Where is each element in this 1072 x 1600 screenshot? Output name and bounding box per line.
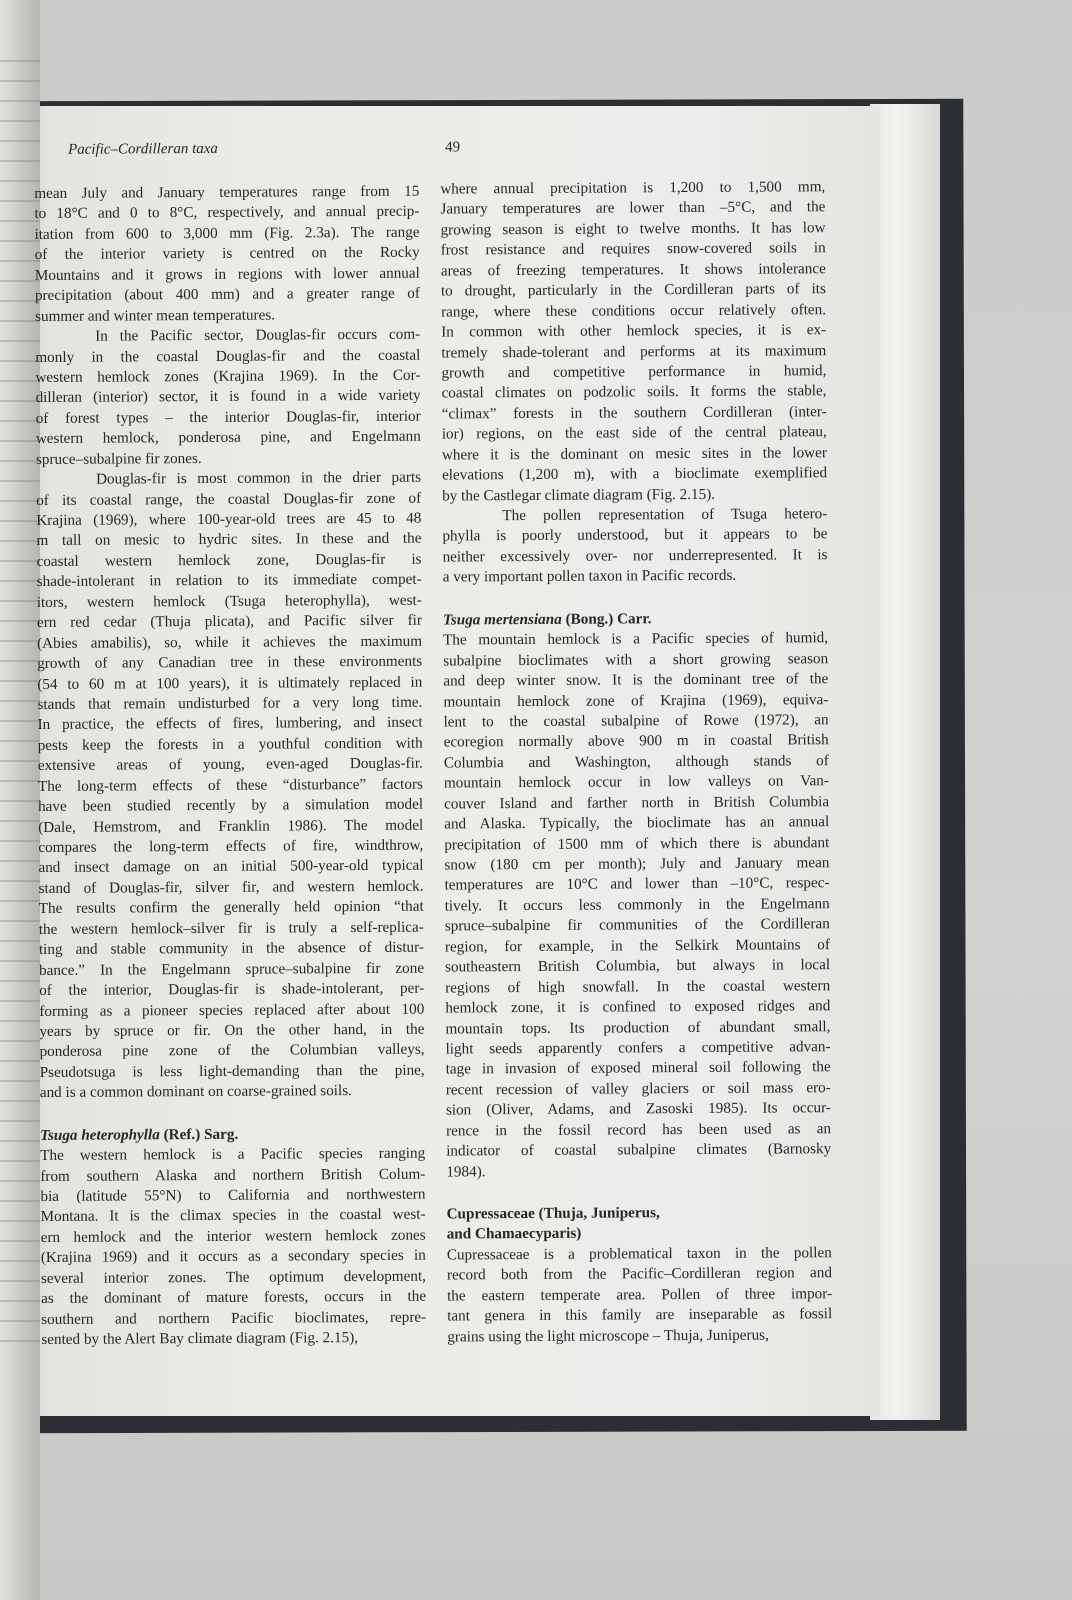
text-line: to 18°C and 0 to 8°C, respectively, and annual precip- [34,203,420,223]
text-line: shade-intolerant in relation to its immediate compet- [36,570,422,591]
text-line: precipitation of 1500 mm of which there is abundant [444,833,830,854]
text-line: years by spruce or fir. On the other hand, in the [39,1020,425,1040]
text-line: Douglas-fir is most common in the drier parts [96,468,422,488]
page-number: 49 [444,139,461,156]
text-line: growth and competitive performance in humid, [441,362,827,382]
text-line: tant genera in this family are inseparable as fossil [447,1305,833,1325]
text-line: mountain hemlock zone of Krajina (1969), equiva- [443,690,829,711]
text-line: coastal western hemlock zone, Douglas-fir is [36,550,422,570]
text-line: several interior zones. The optimum development, [40,1267,426,1287]
heading-line: and Chamaecyparis) [446,1225,582,1243]
text-line: of forest types – the interior Douglas-fir, interior [35,407,421,427]
text-line: temperatures are 10°C and lower than –10°C, respec- [444,874,830,894]
text-line: growth of any Canadian tree in these environments [37,652,423,673]
text-line: stand of Douglas-fir, silver fir, and western hemlock. [38,877,424,897]
text-line: to drought, particularly in the Cordilleran parts of its [440,280,826,300]
heading-species-name: Tsuga heterophylla [40,1125,160,1144]
text-line: record both from the Pacific–Cordilleran region and [446,1264,832,1284]
text-line: itation from 600 to 3,000 mm (Fig. 2.3a). The range [34,223,420,243]
text-line: monly in the coastal Douglas-fir and the coastal [35,346,421,366]
text-line: dilleran (interior) sector, it is found in a wide variety [35,387,421,407]
text-line: phylla is poorly understood, but it appears to be [442,525,828,545]
text-line: where it is the dominant on mesic sites in the lower [441,443,827,464]
text-line: mountain hemlock occur in low valleys on Van- [443,772,829,792]
text-line: (54 to 60 m at 100 years), it is ultimately replaced in [37,673,423,693]
text-line: precipitation (about 400 mm) and a greater range of [34,284,420,305]
text-line: and deep winter snow. It is the dominant tree of the [443,670,829,690]
text-line: have been studied recently by a simulation model [38,795,424,816]
text-line: light seeds apparently confers a competitive advan- [445,1038,831,1058]
text-line: ecoregion normally above 900 m in coastal British [443,731,829,751]
text-line: areas of freezing temperatures. It shows intolerance [440,259,826,280]
text-line: and Alaska. Typically, the bioclimate has an annual [444,813,830,833]
paragraph-mountain-hemlock [443,628,831,1182]
text-line: western hemlock, ponderosa pine, and Engelmann [35,427,421,448]
text-line: stands that remain undisturbed for a very long time. [37,693,423,713]
heading-authority: (Ref.) Sarg. [163,1125,239,1143]
text-line: extensive areas of young, even-aged Douglas-fir. [37,754,423,775]
text-line: Mountains and it grows in regions with lower annual [34,264,420,284]
left-column [34,182,426,1351]
heading-species-name: Tsuga mertensiana [442,610,562,629]
heading-authority: (Bong.) Carr. [565,609,652,628]
text-line: frost resistance and requires snow-covered soils in [440,239,826,259]
text-line: The results confirm the generally held opinion “that [38,897,424,918]
text-line: Cupressaceae is a problematical taxon in the pollen [446,1244,832,1264]
text-line: regions of high snowfall. In the coastal western [445,976,831,997]
text-line: range, where these conditions occur relatively often. [440,300,827,321]
text-line: grains using the light microscope – Thuja, Juniperus, [447,1326,769,1346]
heading-line: Cupressaceae (Thuja, Juniperus, [446,1204,660,1223]
text-line: spruce–subalpine fir zones. [35,449,202,468]
text-line: rence in the fossil record has been used as an [445,1119,832,1140]
text-line: recent recession of valley glaciers or soil mass ero- [445,1078,831,1099]
heading-tsuga-heterophylla [40,1123,425,1146]
text-line: of the interior variety is centred on the Rocky [34,243,420,264]
text-line: snow (180 cm per month); July and January mean [444,854,830,874]
text-line: a very important pollen taxon in Pacific records. [442,567,737,586]
text-line: couver Island and farther north in British Columbia [443,792,830,813]
text-line: mountain tops. Its production of abundant small, [445,1017,831,1038]
text-line: (Abies amabilis), so, while it achieves the maximum [37,632,423,652]
text-line: neither excessively over- nor underrepresented. It is [442,546,828,566]
text-line: In the Pacific sector, Douglas-fir occurs com- [95,325,421,345]
text-line: Montana. It is the climax species in the coastal west- [40,1206,426,1226]
text-line: bance.” In the Engelmann spruce–subalpine fir zone [39,959,425,979]
text-line: itors, western hemlock (Tsuga heterophylla), west- [36,591,422,611]
text-line: (Krajina 1969) and it occurs as a secondary species in [40,1246,426,1267]
text-line: summer and winter mean temperatures. [35,306,276,325]
text-line: compares the long-term effects of fire, windthrow, [38,836,424,856]
text-line: In practice, the effects of fires, lumbering, and insect [37,714,423,734]
text-line: western hemlock zones (Krajina 1969). In the Cor- [35,366,421,386]
text-line: The pollen representation of Tsuga hetero- [502,505,828,525]
text-line: ern red cedar (Thuja plicata), and Pacific silver fir [36,611,422,632]
text-line: by the Castlegar climate diagram (Fig. 2.15). [442,485,716,505]
text-line: hemlock zone, it is confined to exposed ridges and [445,997,831,1017]
text-line: 1984). [446,1162,486,1181]
text-line: southern and northern Pacific bioclimates, repre- [41,1308,427,1328]
text-line: and insect damage on an initial 500-year-old typical [38,857,424,877]
text-line: elevations (1,200 m), with a bioclimate exemplified [441,464,828,484]
text-line: ponderosa pine zone of the Columbian valleys, [39,1041,425,1061]
text-line: spruce–subalpine fir communities of the Cordilleran [444,915,830,935]
paragraph-cupressaceae [447,1243,833,1348]
text-line: The western hemlock is a Pacific species ranging [40,1144,426,1165]
text-line: where annual precipitation is 1,200 to 1,500 mm, [440,178,826,198]
text-line: tively. It occurs less commonly in the Engelmann [444,895,830,915]
text-line: the western hemlock–silver fir is truly a self-replica- [38,918,424,938]
text-line: The mountain hemlock is a Pacific species of humid, [442,629,829,649]
text-line: mean July and January temperatures range from 15 [34,182,420,202]
text-line: tage in invasion of exposed mineral soil following the [445,1058,831,1078]
text-line: of the interior, Douglas-fir is shade-intolerant, per- [39,979,425,1000]
paragraph-western-hemlock [40,1144,426,1351]
text-line: The long-term effects of these “disturbance” factors [37,775,423,795]
text-line: tremely shade-tolerant and performs at its maximum [441,341,827,362]
text-line: pests keep the forests in a youthful condition with [37,734,423,754]
text-line: sion (Oliver, Adams, and Zasoski 1985). Its occur- [445,1099,831,1119]
text-line: of its coastal range, the coastal Douglas-fir zone of [36,489,422,509]
text-line: ior) regions, on the east side of the central plateau, [441,423,827,443]
text-line: ern hemlock and the interior western hemlock zones [40,1226,426,1246]
heading-tsuga-mertensiana [443,608,828,631]
text-line: (Dale, Hemstrom, and Franklin 1986). The model [38,816,424,836]
text-line: bia (latitude 55°N) to California and northwestern [40,1185,426,1205]
text-line: Pseudotsuga is less light-demanding than the pine, [39,1061,425,1081]
text-line: growing season is eight to twelve months. It has low [440,219,826,239]
text-line: “climax” forests in the southern Cordilleran (inter- [441,402,827,423]
paragraph-hemlock-continued [440,177,827,588]
heading-cupressaceae [446,1202,831,1245]
text-line: lent to the coastal subalpine of Rowe (1972), an [443,711,829,731]
text-line: In common with other hemlock species, it is ex- [441,321,827,341]
text-line: and is a common dominant on coarse-grained soils. [39,1082,352,1102]
text-line: region, for example, in the Selkirk Mountains of [444,935,830,956]
text-line: forming as a pioneer species replaced after about 100 [39,1000,425,1020]
text-line: Columbia and Washington, although stands of [443,751,829,772]
text-line: subalpine bioclimates with a short growing season [443,649,829,670]
running-head: Pacific–Cordilleran taxa [67,140,218,158]
text-line: m tall on mesic to hydric sites. In these and the [36,530,422,550]
page-edges [870,104,940,1420]
text-line: ting and stable community in the absence of distur- [38,938,424,959]
text-line: coastal climates on podzolic soils. It forms the stable, [441,382,827,402]
paragraph-douglas-fir [34,182,425,1104]
text-line: sented by the Alert Bay climate diagram (Fig. 2.15), [41,1329,359,1349]
text-line: Krajina (1969), where 100-year-old trees are 45 to 48 [36,509,422,529]
text-line: January temperatures are lower than –5°C, and the [440,198,826,218]
text-line: the eastern temperate area. Pollen of three impor- [447,1284,833,1305]
text-line: from southern Alaska and northern British Colum- [40,1165,426,1185]
text-line: southeastern British Columbia, but always in local [444,956,831,976]
right-column [440,177,832,1347]
text-line: indicator of coastal subalpine climates (Barnosky [446,1140,832,1160]
text-line: as the dominant of mature forests, occurs in the [41,1287,427,1308]
